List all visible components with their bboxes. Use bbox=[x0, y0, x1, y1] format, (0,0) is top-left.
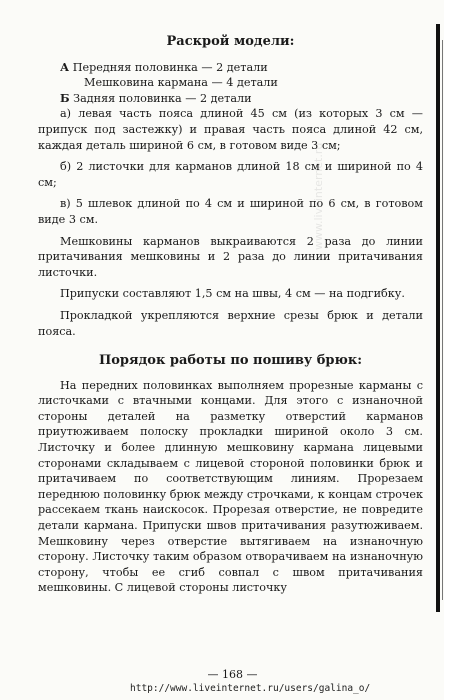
part-a-label: А bbox=[60, 59, 70, 74]
part-b-label: Б bbox=[60, 90, 70, 105]
watermark: www.liveinternet.ru bbox=[312, 142, 325, 250]
list-item-b: б) 2 листочки для карманов длиной 18 см и шириной по 4 см; bbox=[38, 160, 423, 189]
paragraph-interfacing: Прокладкой укрепляются верхние срезы брюк и детали пояса. bbox=[38, 308, 423, 338]
part-a-line-1 bbox=[38, 60, 423, 76]
book-spine-shadow bbox=[436, 24, 440, 612]
paragraph-allowances: Припуски составляют 1,5 см на швы, 4 см — на подгибку. bbox=[60, 287, 405, 301]
part-b-text-1: Задняя половинка — 2 детали bbox=[73, 91, 252, 105]
paragraph-sewing-steps: На передних половинках выполняем прорезные карманы с листочками с втачными концами. Для этого с изнаночной стороны деталей на разметку отверстий карманов приутюживаем полоску прокладки шириной около 3 см. Листочку и более длинную мешковину кармана лицевыми сторонами складываем с лицевой стороной половинки брюк и притачиваем по соответствующим линиям. Прорезаем переднюю половинку брюк между строчками, к концам строчек рассекаем ткань наискосок. Прорезая отверстие, не повредите детали кармана. Припуски швов притачивания разутюживаем. Мешковину через отверстие вытягиваем на изнаночную сторону. Листочку таким образом отворачиваем на изнаночную сторону, чтобы ее сгиб совпал с швом притачивания мешковины. С лицевой стороны листочку bbox=[38, 378, 423, 595]
section-title-sewing-order: Порядок работы по пошиву брюк: bbox=[98, 353, 363, 369]
page-number: — 168 — bbox=[207, 668, 258, 681]
footer-url: http://www.liveinternet.ru/users/galina_o/ bbox=[130, 683, 371, 694]
part-a-line-2: Мешковина кармана — 4 детали bbox=[84, 76, 278, 90]
page-edge bbox=[444, 0, 465, 700]
part-a-text-1: Передняя половинка — 2 детали bbox=[72, 60, 268, 74]
book-spine-line bbox=[442, 40, 443, 600]
part-b-line-1 bbox=[38, 91, 423, 107]
list-item-a: а) левая часть пояса длиной 45 см (из которых 3 см — припуск под застежку) и правая часть пояса длиной 42 см, каждая деталь шириной 6 см, в готовом виде 3 см; bbox=[38, 107, 423, 152]
paragraph-pockets: Мешковины карманов выкраиваются 2 раза до линии притачивания мешковины и 2 раза до линии притачивания листочки. bbox=[38, 234, 423, 279]
list-item-v: в) 5 шлевок длиной по 4 см и шириной по 6 см, в готовом виде 3 см. bbox=[38, 197, 423, 226]
page-content bbox=[38, 34, 423, 596]
section-title-cutting: Раскрой модели: bbox=[166, 34, 295, 49]
